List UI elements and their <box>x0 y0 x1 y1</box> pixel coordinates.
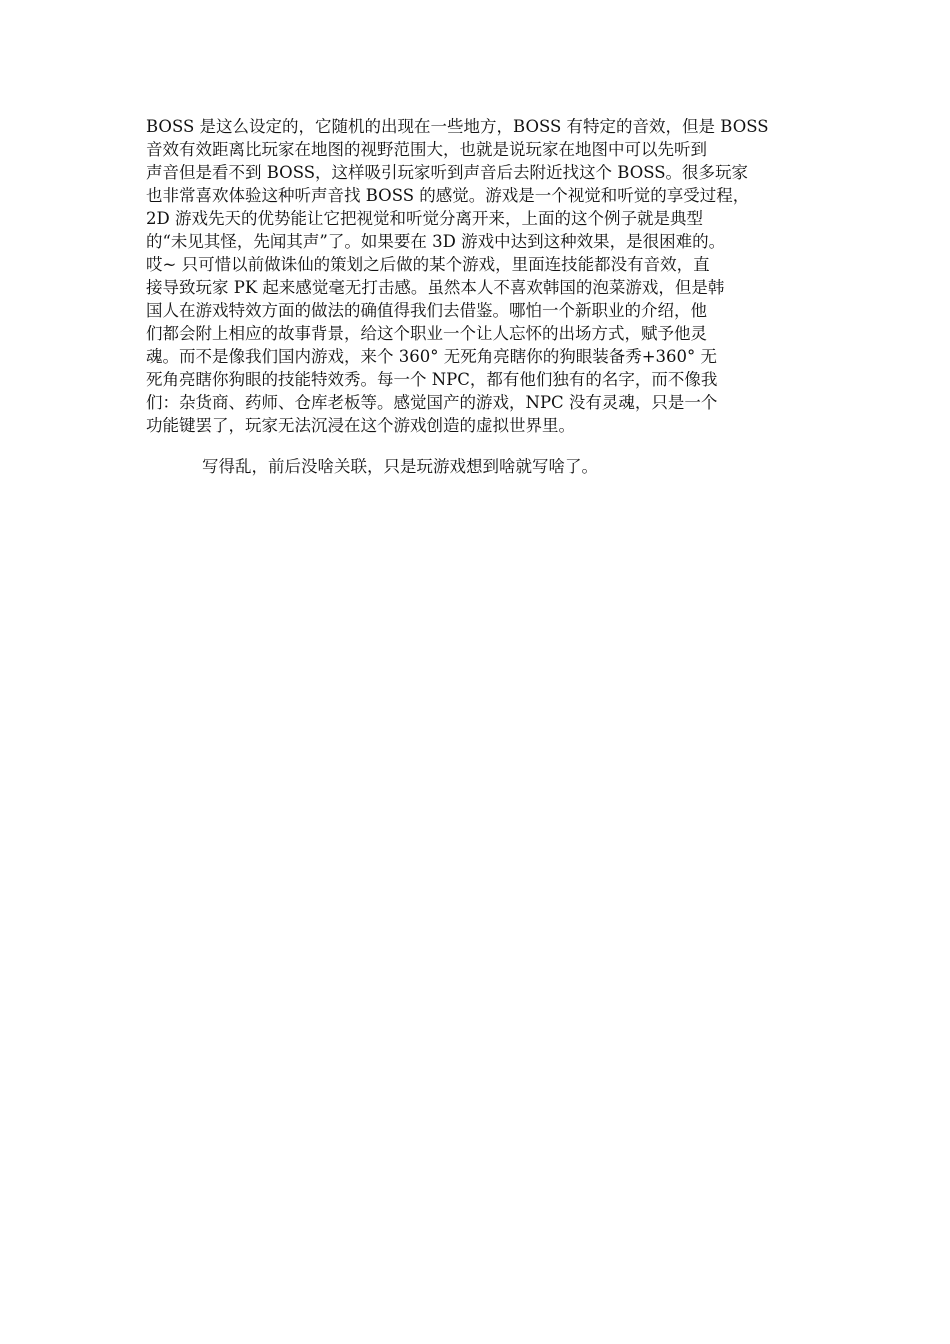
text-line: 也非常喜欢体验这种听声音找 BOSS 的感觉。游戏是一个视觉和听觉的享受过程， <box>146 186 750 205</box>
text-line: 哎~ 只可惜以前做诛仙的策划之后做的某个游戏，里面连技能都没有音效，直 <box>146 255 710 274</box>
text-line: 音效有效距离比玩家在地图的视野范围大，也就是说玩家在地图中可以先听到 <box>146 140 707 159</box>
text-line: 们都会附上相应的故事背景，给这个职业一个让人忘怀的出场方式，赋予他灵 <box>146 324 707 343</box>
text-line: 2D 游戏先天的优势能让它把视觉和听觉分离开来，上面的这个例子就是典型 <box>146 209 703 228</box>
text-line: 声音但是看不到 BOSS，这样吸引玩家听到声音后去附近找这个 BOSS。很多玩家 <box>146 163 749 182</box>
text-line: 国人在游戏特效方面的做法的确值得我们去借鉴。哪怕一个新职业的介绍，他 <box>146 301 707 320</box>
text-line: 接导致玩家 PK 起来感觉毫无打击感。虽然本人不喜欢韩国的泡菜游戏，但是韩 <box>146 278 725 297</box>
text-line: BOSS 是这么设定的，它随机的出现在一些地方，BOSS 有特定的音效，但是 BOSS <box>146 117 769 136</box>
paragraph-2 <box>146 455 826 478</box>
body-text <box>146 115 826 478</box>
paragraph-spacer <box>146 437 826 455</box>
text-line: 的“未见其怪，先闻其声”了。如果要在 3D 游戏中达到这种效果，是很困难的。 <box>146 232 726 251</box>
text-line: 写得乱，前后没啥关联，只是玩游戏想到啥就写啥了。 <box>202 457 598 476</box>
text-line: 功能键罢了，玩家无法沉浸在这个游戏创造的虚拟世界里。 <box>146 416 575 435</box>
text-line: 魂。而不是像我们国内游戏，来个 360° 无死角亮瞎你的狗眼装备秀+360° 无 <box>146 347 718 366</box>
text-line: 死角亮瞎你狗眼的技能特效秀。每一个 NPC，都有他们独有的名字，而不像我 <box>146 370 718 389</box>
paragraph-1 <box>146 115 826 437</box>
text-line: 们：杂货商、药师、仓库老板等。感觉国产的游戏，NPC 没有灵魂，只是一个 <box>146 393 718 412</box>
